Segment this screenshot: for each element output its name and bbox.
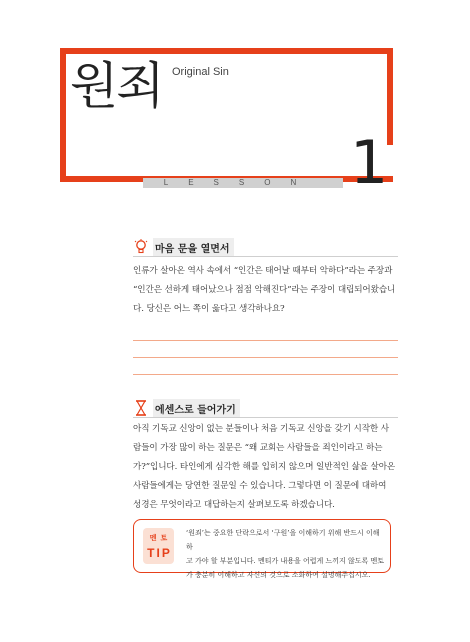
text-line: 인류가 살아온 역사 속에서 “인간은 태어날 때부터 악하다”라는 주장과 <box>133 266 393 276</box>
tip-line: 고 가야 할 부분입니다. 멘티가 내용을 어렵게 느끼지 않도록 멘토 <box>186 557 385 565</box>
answer-line[interactable] <box>133 374 398 375</box>
text-line: 가?”입니다. 타인에게 심각한 해를 입히지 않으며 일반적인 삶을 살아온 <box>133 462 396 472</box>
mentor-tip-text <box>186 526 386 582</box>
lesson-number: 1 <box>350 128 389 198</box>
mentor-tip-box <box>133 519 391 579</box>
tip-badge-bottom: TIP <box>147 546 172 560</box>
text-line: 아직 기독교 신앙이 없는 분들이나 처음 기독교 신앙을 갖기 시작한 사 <box>133 424 389 434</box>
tip-line: 가 충분히 이해하고 자신의 것으로 소화하여 설명해주십시오. <box>186 571 371 579</box>
essence-paragraph <box>133 420 398 515</box>
tip-badge-top: 멘토 <box>149 534 172 542</box>
hourglass-icon <box>133 400 149 416</box>
answer-line[interactable] <box>133 340 398 341</box>
section-heading-essence <box>133 399 240 417</box>
lesson-label: LESSON <box>163 178 317 187</box>
text-line: “인간은 선하게 태어났으나 점점 악해진다”라는 주장이 대립되어왔습니 <box>133 285 396 295</box>
answer-line[interactable] <box>133 357 398 358</box>
text-line: 사람들에게는 당연한 질문일 수 있습니다. 그렇다면 이 질문에 대하여 <box>133 481 387 491</box>
mentor-tip-badge <box>143 528 174 564</box>
section-divider <box>133 256 398 257</box>
intro-paragraph <box>133 262 398 319</box>
section-divider <box>133 417 398 418</box>
text-line: 성경은 무엇이라고 대답하는지 살펴보도록 하겠습니다. <box>133 500 335 510</box>
section-heading-label: 에센스로 들어가기 <box>153 399 240 418</box>
lesson-title: 원죄 <box>70 57 163 115</box>
text-line: 다. 당신은 어느 쪽이 옳다고 생각하나요? <box>133 304 285 314</box>
text-line: 람들이 가장 많이 하는 질문은 “왜 교회는 사람들을 죄인이라고 하는 <box>133 443 383 453</box>
tip-line: ‘원죄’는 중요한 단락으로서 ‘구원’을 이해하기 위해 반드시 이해하 <box>186 529 380 551</box>
lesson-subtitle: Original Sin <box>172 66 229 78</box>
section-heading-label: 마음 문을 열면서 <box>153 238 234 257</box>
section-heading-open-heart <box>133 238 234 256</box>
lightbulb-icon <box>133 239 149 255</box>
